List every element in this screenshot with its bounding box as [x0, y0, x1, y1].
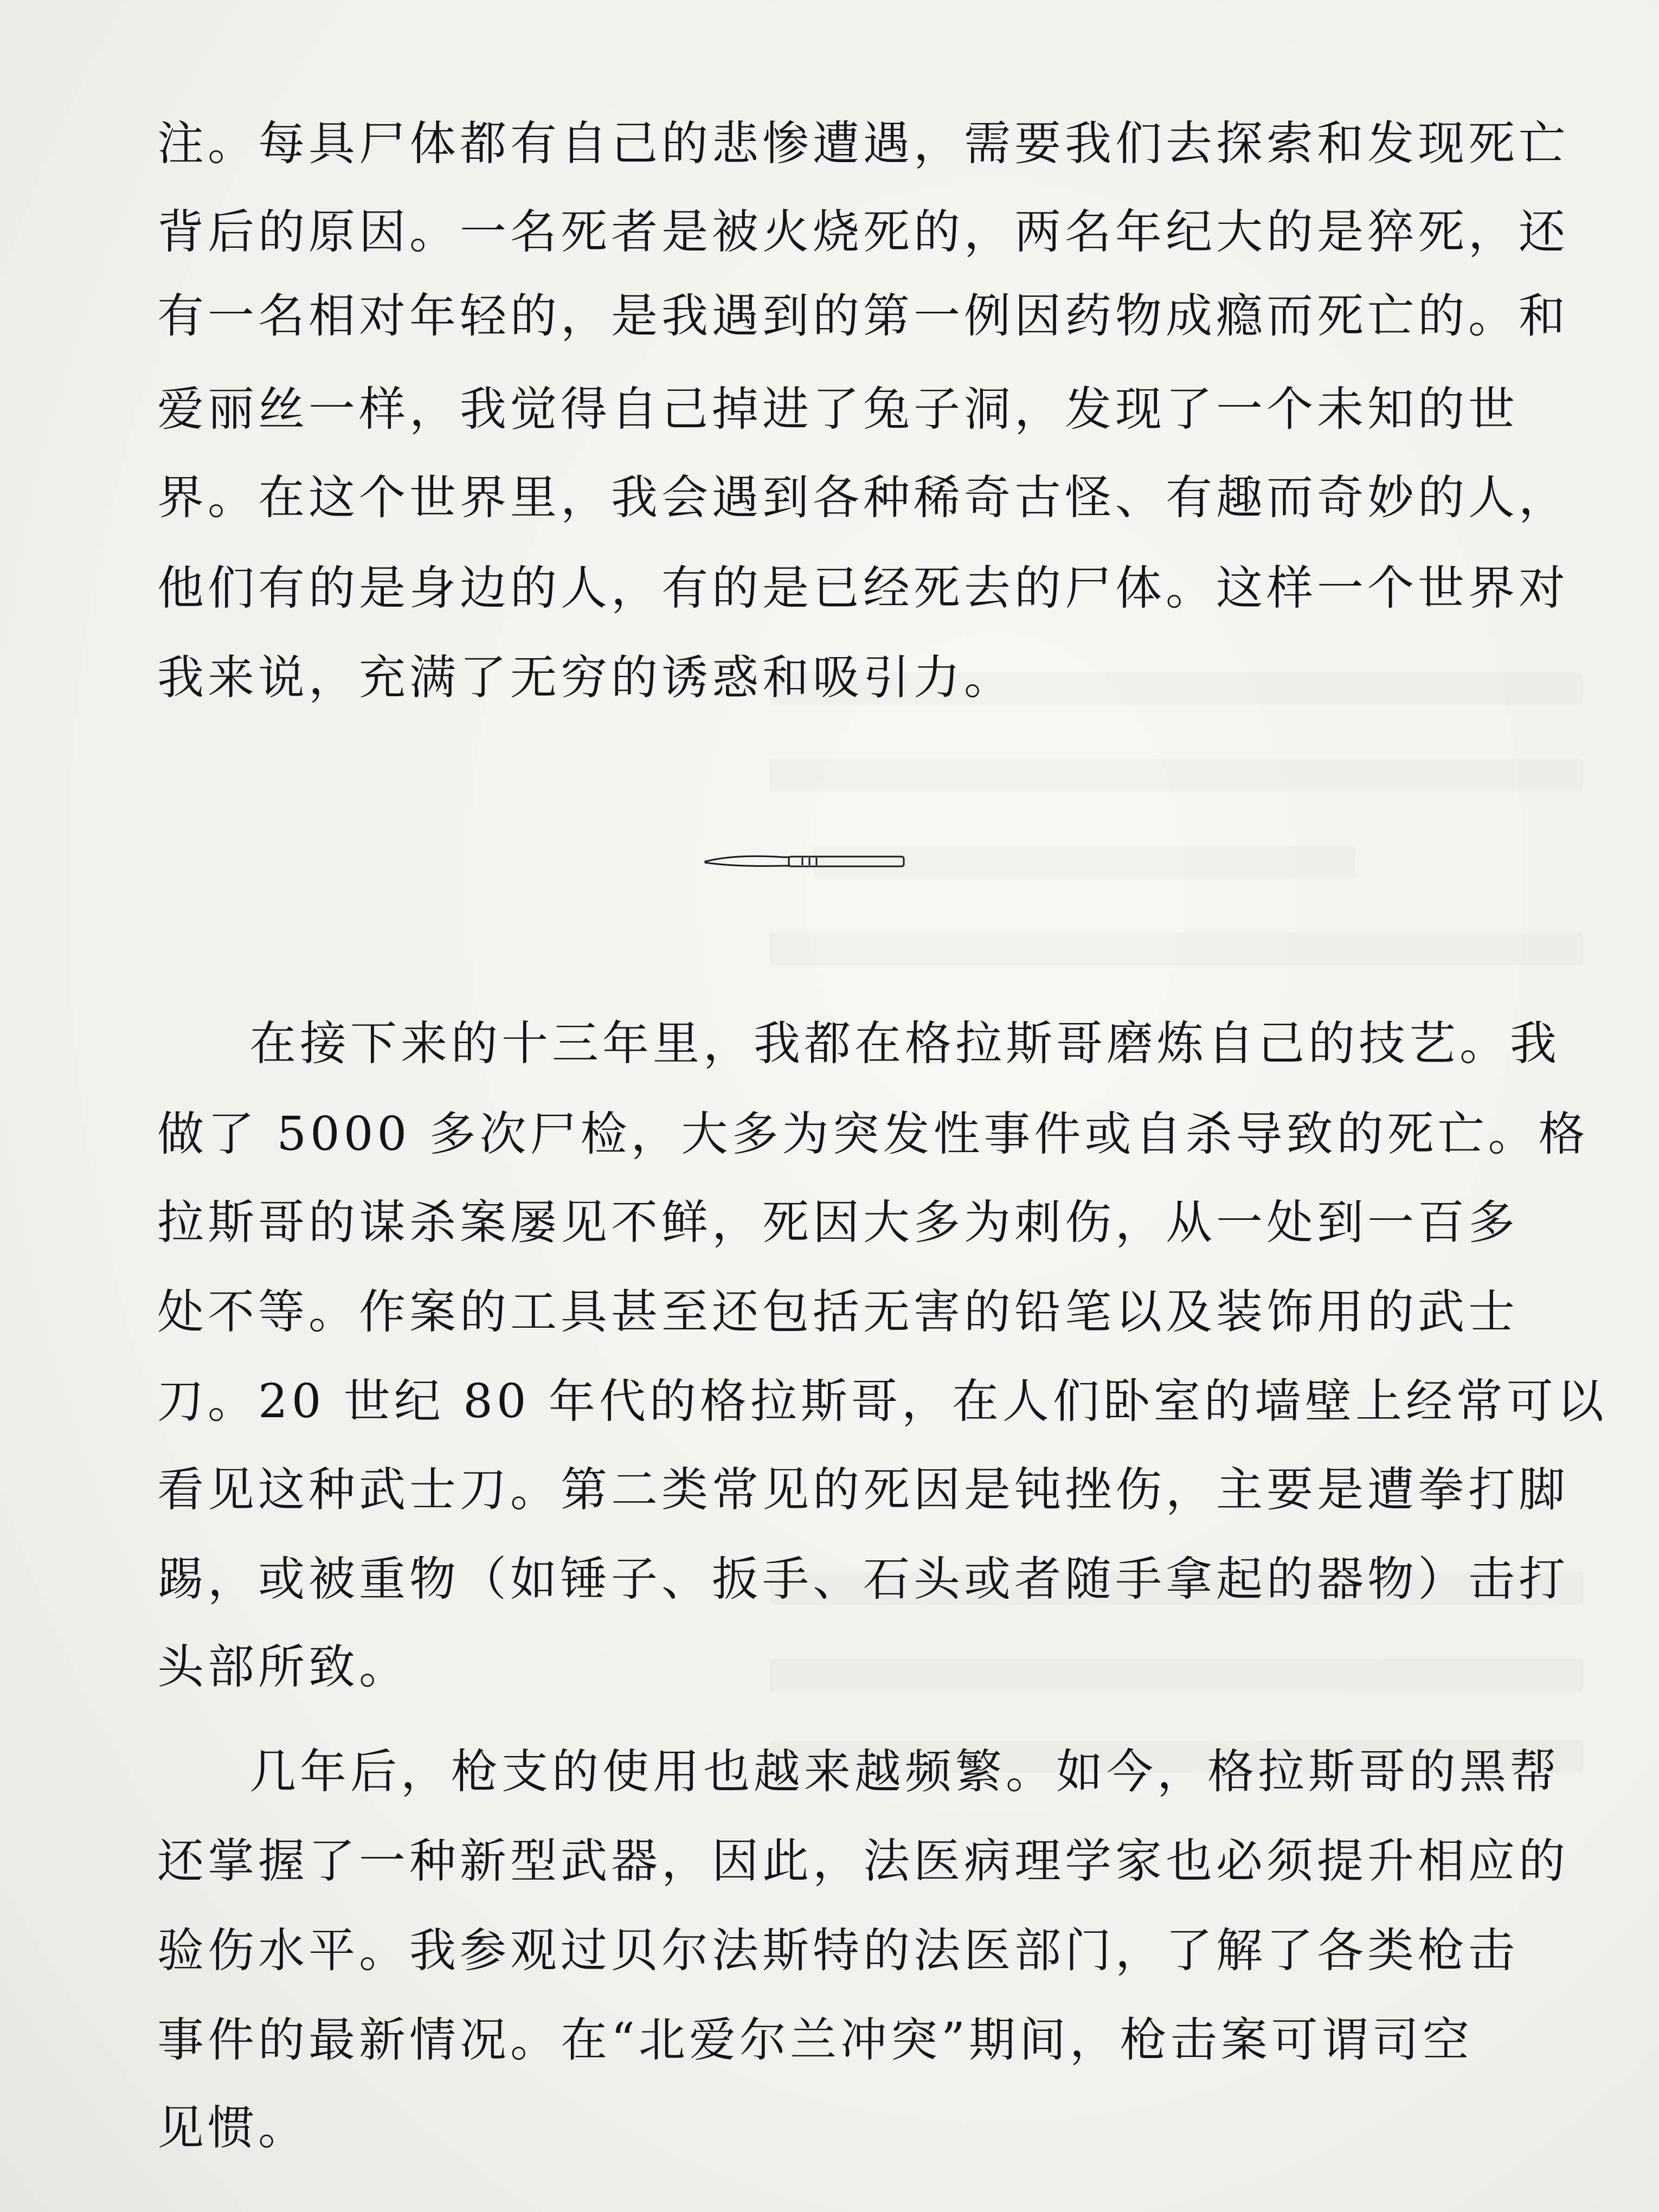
bleed-through	[770, 1659, 1583, 1692]
text-line: 做了 5000 多次尸检，大多为突发性事件或自杀导致的死亡。格	[157, 1107, 1589, 1161]
text-line: 验伤水平。我参观过贝尔法斯特的法医部门，了解了各类枪击	[157, 1924, 1519, 1978]
text-line: 背后的原因。一名死者是被火烧死的，两名年纪大的是猝死，还	[157, 205, 1569, 259]
text-line: 他们有的是身边的人，有的是已经死去的尸体。这样一个世界对	[157, 561, 1569, 615]
text-line: 注。每具尸体都有自己的悲惨遭遇，需要我们去探索和发现死亡	[157, 117, 1569, 171]
text-line: 刀。20 世纪 80 年代的格拉斯哥，在人们卧室的墙壁上经常可以	[157, 1374, 1607, 1429]
text-line: 爱丽丝一样，我觉得自己掉进了兔子洞，发现了一个未知的世	[157, 382, 1519, 436]
text-line: 头部所致。	[157, 1640, 409, 1694]
text-line: 还掌握了一种新型武器，因此，法医病理学家也必须提升相应的	[157, 1834, 1569, 1888]
text-line: 我来说，充满了无穷的诱惑和吸引力。	[157, 651, 1014, 705]
text-line: 见惯。	[157, 2101, 308, 2155]
scalpel-icon	[702, 847, 908, 874]
text-line: 有一名相对年轻的，是我遇到的第一例因药物成瘾而死亡的。和	[157, 289, 1569, 343]
text-line: 处不等。作案的工具甚至还包括无害的铅笔以及装饰用的武士	[157, 1285, 1519, 1339]
text-line: 踢，或被重物（如锤子、扳手、石头或者随手拿起的器物）击打	[157, 1552, 1569, 1606]
text-line: 看见这种武士刀。第二类常见的死因是钝挫伤，主要是遭拳打脚	[157, 1463, 1569, 1517]
text-line: 在接下来的十三年里，我都在格拉斯哥磨炼自己的技艺。我	[249, 1017, 1560, 1071]
text-line: 界。在这个世界里，我会遇到各种稀奇古怪、有趣而奇妙的人，	[157, 471, 1569, 525]
text-line: 几年后，枪支的使用也越来越频繁。如今，格拉斯哥的黑帮	[249, 1745, 1560, 1799]
bleed-through	[770, 759, 1583, 792]
text-line: 拉斯哥的谋杀案屡见不鲜，死因大多为刺伤，从一处到一百多	[157, 1195, 1519, 1250]
bleed-through	[770, 933, 1583, 965]
text-line: 事件的最新情况。在“北爱尔兰冲突”期间，枪击案可谓司空	[157, 2013, 1473, 2067]
